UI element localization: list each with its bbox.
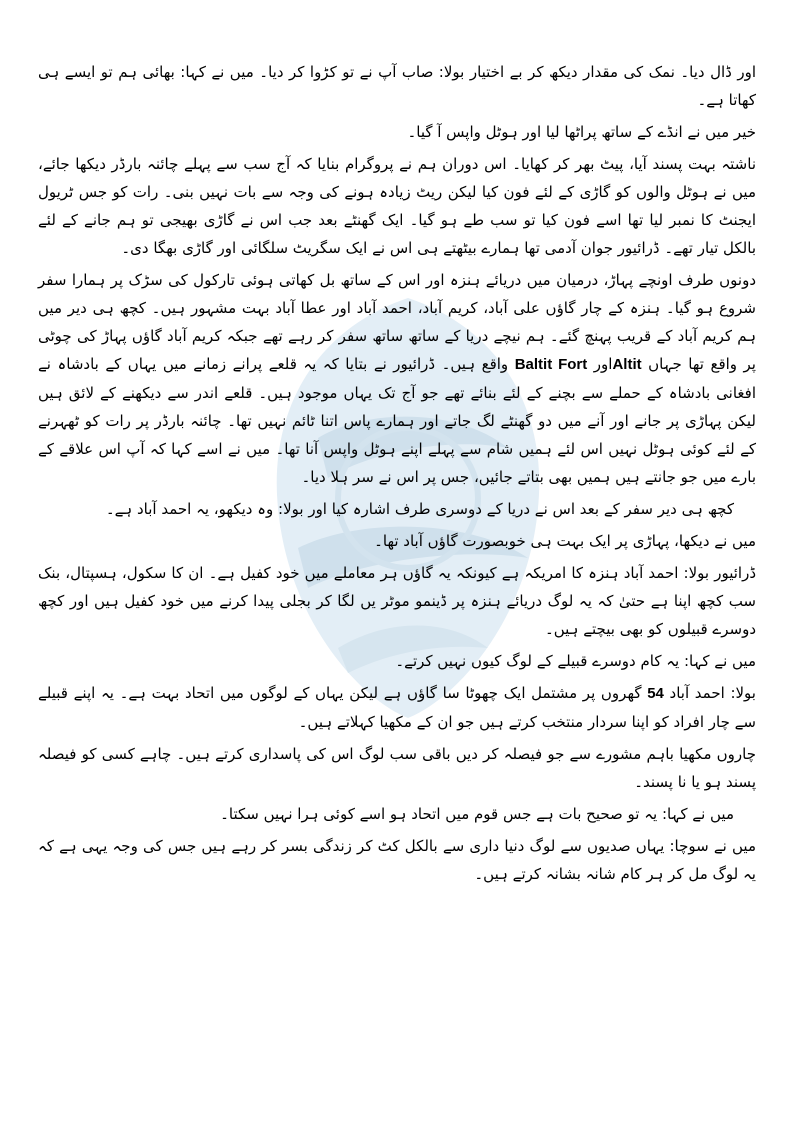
paragraph-2: خیر میں نے انڈے کے ساتھ پراٹھا لیا اور ہوٹل واپس آ گیا۔ — [407, 123, 756, 141]
paragraph-10: چاروں مکھیا باہم مشورے سے جو فیصلہ کر دیں باقی سب لوگ اس کی پاسداری کرتے ہیں۔ چاہے کسی کو فیصلہ پسند ہو یا نا پسند۔ — [38, 745, 756, 791]
term-altit: Altit — [612, 356, 642, 373]
paragraph-9-part-2: گھروں پر مشتمل ایک چھوٹا سا گاؤں ہے لیکن یہاں کے لوگوں میں اتحاد بہت ہے۔ یہ اپنے قبیلے سے چار افراد کو اپنا سردار منتخب کرتے ہیں جو ان کے مکھیا کہلاتے ہیں۔ — [38, 684, 756, 731]
paragraph-12: میں نے سوچا: یہاں صدیوں سے لوگ دنیا داری سے بالکل کٹ کر زندگی بسر کر رہے ہیں جس کی وجہ یہی ہے کہ یہ لوگ مل کر ہر کام شانہ بشانہ کرتے ہیں۔ — [38, 837, 756, 883]
paragraph-4 — [38, 266, 756, 491]
paragraph-1: اور ڈال دیا۔ نمک کی مقدار دیکھ کر بے اختیار بولا: صاب آپ نے تو کڑوا کر دیا۔ میں نے کہا: بھائی ہم تو ایسے ہی کھاتا ہے۔ — [38, 63, 756, 109]
term-baltit-fort: Baltit Fort — [514, 356, 588, 373]
paragraph-8: میں نے کہا: یہ کام دوسرے قبیلے کے لوگ کیوں نہیں کرتے۔ — [395, 652, 756, 670]
paragraph-4-part-3: واقع ہیں۔ ڈرائیور نے بتایا کہ یہ قلعے پرانے زمانے میں یہاں کے بادشاہ نے افغانی بادشاہ کے حملے سے بچنے کے لئے بنائے تھے جو آج تک یہاں موجود ہیں۔ قلعے اندر سے دیکھنے کے لائق ہیں لیکن پہاڑی پر جانے اور آنے میں دو گھنٹے لگ جاتے اور ہمارے پاس اتنا ٹائم نہیں تھا۔ چائنہ بارڈر پر رات کو ٹھہرنے کے لئے کوئی ہوٹل نہیں اس لئے ہمیں شام سے پہلے اپنے ہوٹل واپس آنا تھا۔ میں نے اسے کہا کہ آپ اس علاقے کے بارے میں جو جانتے ہیں ہمیں بھی بتاتے جائیں، جس پر اس نے سر ہلا دیا۔ — [38, 355, 756, 486]
household-count: 54 — [647, 685, 664, 702]
paragraph-4-part-1: دونوں طرف اونچے پہاڑ، درمیان میں دریائے ہنزہ اور اس کے ساتھ بل کھاتی ہوئی تارکول کی سڑک پر ہمارا سفر شروع ہو گیا۔ ہنزہ کے چار گاؤں علی آباد، کریم آباد، احمد آباد اور عطا آباد بہت مشہور ہیں۔ کچھ ہی دیر میں ہم کریم آباد کے قریب پہنچ گئے۔ ہم نیچے دریا کے ساتھ ساتھ سفر کر رہے تھے جبکہ کریم آباد گاؤں پہاڑ کی چوٹی پر واقع تھا جہاں — [38, 271, 757, 373]
paragraph-11: میں نے کہا: یہ تو صحیح بات ہے جس قوم میں اتحاد ہو اسے کوئی ہرا نہیں سکتا۔ — [220, 805, 734, 823]
paragraph-9 — [38, 679, 756, 736]
paragraph-4-part-2: اور — [593, 355, 613, 373]
paragraph-7: ڈرائیور بولا: احمد آباد ہنزہ کا امریکہ ہے کیونکہ یہ گاؤں ہر معاملے میں خود کفیل ہے۔ ان کا سکول، ہسپتال، بنک سب کچھ اپنا ہے حتیٰ کہ یہ لوگ دریائے ہنزہ پر ڈینمو موٹر یں لگا کر بجلی پیدا کرنے میں خود کفیل ہیں اور کچھ دوسرے قبیلوں کو بھی بیچتے ہیں۔ — [38, 564, 756, 638]
document-page — [38, 58, 756, 892]
paragraph-3: ناشتہ بہت پسند آیا، پیٹ بھر کر کھایا۔ اس دوران ہم نے پروگرام بنایا کہ آج سب سے پہلے چائنہ بارڈر دیکھا جائے، میں نے ہوٹل والوں کو گاڑی کے لئے فون کیا لیکن ریٹ زیادہ ہونے کی وجہ سے بات نہیں بنی۔ رات کو جس ٹریول ایجنٹ کا نمبر لیا تھا اسے فون کیا تو سب طے ہو گیا۔ ایک گھنٹے بعد جب اس نے گاڑی بھیجی تو ہم جانے کے لئے بالکل تیار تھے۔ ڈرائیور جوان آدمی تھا ہمارے بیٹھتے ہی اس نے ایک سگریٹ سلگائی اور گاڑی بھگا دی۔ — [38, 155, 756, 257]
paragraph-9-part-1: بولا: احمد آباد — [669, 684, 756, 702]
paragraph-5: کچھ ہی دیر سفر کے بعد اس نے دریا کے دوسری طرف اشارہ کیا اور بولا: وہ دیکھو، یہ احمد آباد ہے۔ — [105, 500, 734, 518]
paragraph-6: میں نے دیکھا، پہاڑی پر ایک بہت ہی خوبصورت گاؤں آباد تھا۔ — [374, 532, 756, 550]
